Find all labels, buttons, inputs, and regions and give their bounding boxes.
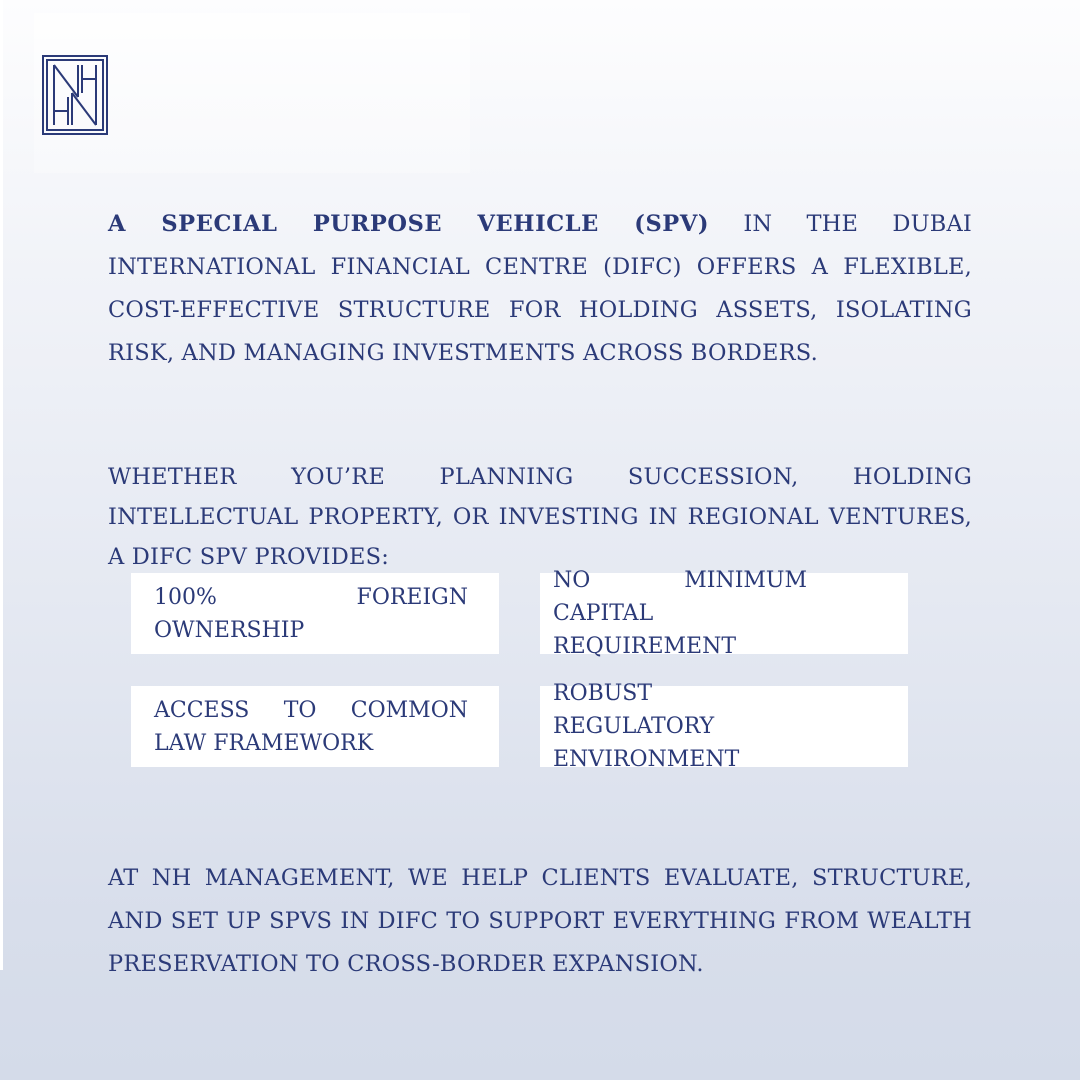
benefit-label: ACCESS TO COMMON LAW FRAMEWORK bbox=[154, 697, 468, 756]
intro-text: IN THE DUBAI INTERNATIONAL FINANCIAL CENTRE (DIFC) OFFERS A FLEXIBLE, COST-EFFECTIVE STRUCTURE FOR HOLDING ASSETS, ISOLATING RISK, AND MANAGING INVESTMENTS ACROSS BORDERS. bbox=[108, 211, 973, 366]
intro-paragraph bbox=[108, 203, 972, 375]
left-edge-strip bbox=[0, 0, 3, 970]
lead-paragraph: WHETHER YOU’RE PLANNING SUCCESSION, HOLDING INTELLECTUAL PROPERTY, OR INVESTING IN REGIONAL VENTURES, A DIFC SPV PROVIDES: bbox=[108, 464, 972, 570]
benefit-box-foreign-ownership bbox=[131, 573, 499, 654]
closing-paragraph: AT NH MANAGEMENT, WE HELP CLIENTS EVALUATE, STRUCTURE, AND SET UP SPVS IN DIFC TO SUPPORT EVERYTHING FROM WEALTH PRESERVATION TO CROSS-BORDER EXPANSION. bbox=[108, 865, 972, 977]
benefit-label: 100% FOREIGN OWNERSHIP bbox=[154, 584, 468, 643]
benefit-label: NO MINIMUM CAPITAL REQUIREMENT bbox=[553, 568, 807, 659]
benefit-box-regulatory bbox=[540, 681, 908, 772]
benefit-label: ROBUST REGULATORY ENVIRONMENT bbox=[553, 681, 740, 772]
nh-logo-icon bbox=[42, 55, 108, 135]
benefit-box-common-law bbox=[131, 686, 499, 767]
intro-bold-text: A SPECIAL PURPOSE VEHICLE (SPV) bbox=[108, 211, 710, 237]
benefit-box-minimum-capital bbox=[540, 568, 908, 659]
